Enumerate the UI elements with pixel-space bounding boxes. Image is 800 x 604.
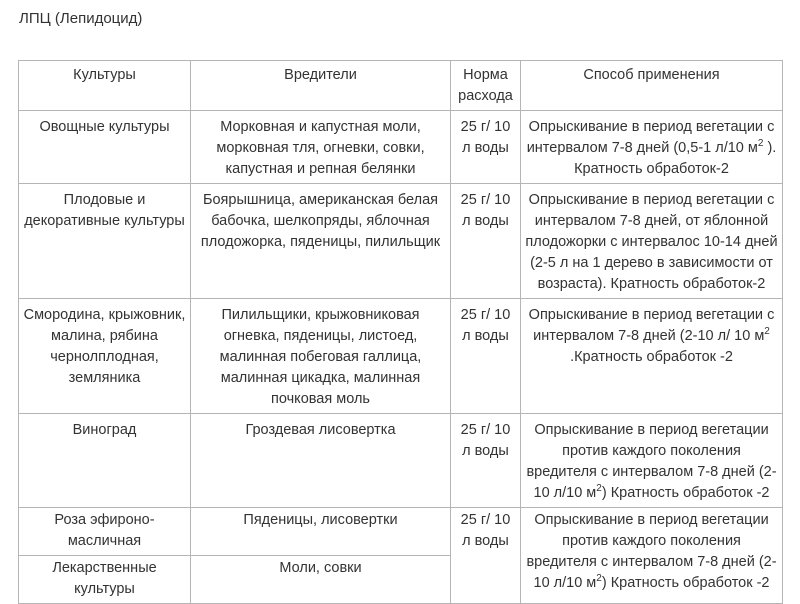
method-text-a: Опрыскивание в период вегетации против каждого поколения вредителя с интервалом 7-8 дней (2-10 л/10 м (526, 422, 777, 501)
crop-cell: Роза эфироно-масличная (19, 508, 191, 556)
method-cell: Опрыскивание в период вегетации с интервалом 7-8 дней, от яблонной плодожорки с интервалос 10-14 дней (2-5 л на 1 дерево в зависимости от возраста). Кратность обработок-2 (521, 184, 783, 299)
table-row (19, 299, 783, 414)
method-superscript: 2 (764, 326, 770, 338)
pests-cell: Гроздевая лисовертка (191, 414, 451, 508)
crop-cell: Плодовые и декоративные культуры (19, 184, 191, 299)
header-method: Способ применения (521, 61, 783, 111)
crop-cell: Виноград (19, 414, 191, 508)
method-text-b: ) Кратность обработок -2 (601, 575, 770, 591)
header-rate-line1: Норма (463, 67, 508, 83)
header-rate-line2: расхода (458, 88, 513, 104)
pests-cell: Морковная и капустная моли, морковная тля, огневки, совки, капустная и репная белянки (191, 111, 451, 184)
method-superscript: 2 (596, 483, 602, 495)
method-text-b: ) Кратность обработок -2 (601, 485, 770, 501)
crop-cell: Лекарственные культуры (19, 556, 191, 604)
pests-cell: Пилильщики, крыжовниковая огневка, пяденицы, листоед, малинная побеговая галлица, малинная цикадка, малинная почковая моль (191, 299, 451, 414)
method-superscript: 2 (757, 138, 764, 150)
method-text-a: Опрыскивание в период вегетации против каждого поколения вредителя с интервалом 7-8 дней (2-10 л/10 м (526, 512, 777, 591)
method-cell (521, 508, 783, 604)
pests-cell: Пяденицы, лисовертки (191, 508, 451, 556)
pesticide-table (18, 60, 783, 604)
rate-cell: 25 г/ 10 л воды (451, 508, 521, 604)
method-text-b: .Кратность обработок -2 (570, 349, 733, 365)
table-row (19, 508, 783, 556)
crop-cell: Смородина, крыжовник, малина, рябина чернолплодная, земляника (19, 299, 191, 414)
table-row (19, 111, 783, 184)
header-rate (451, 61, 521, 111)
method-text-b: ). Кратность обработок-2 (574, 140, 777, 177)
pests-cell: Боярышница, американская белая бабочка, шелкопряды, яблочная плодожорка, пяденицы, пилильщик (191, 184, 451, 299)
method-superscript: 2 (596, 573, 602, 585)
method-cell (521, 299, 783, 414)
method-text-a: Опрыскивание в период вегетации с интервалом 7-8 дней (0,5-1 л/10 м (526, 119, 775, 156)
method-cell (521, 111, 783, 184)
rate-cell: 25 г/ 10 л воды (451, 184, 521, 299)
crop-cell: Овощные культуры (19, 111, 191, 184)
rate-cell: 25 г/ 10 л воды (451, 414, 521, 508)
rate-cell: 25 г/ 10 л воды (451, 111, 521, 184)
table-header-row (19, 61, 783, 111)
method-text-a: Опрыскивание в период вегетации с интервалом 7-8 дней (2-10 л/ 10 м (528, 307, 775, 344)
pests-cell: Моли, совки (191, 556, 451, 604)
table-row (19, 414, 783, 508)
rate-cell: 25 г/ 10 л воды (451, 299, 521, 414)
header-pests: Вредители (191, 61, 451, 111)
method-cell (521, 414, 783, 508)
table-row (19, 184, 783, 299)
header-crops: Культуры (19, 61, 191, 111)
page-title: ЛПЦ (Лепидоцид) (19, 10, 143, 27)
